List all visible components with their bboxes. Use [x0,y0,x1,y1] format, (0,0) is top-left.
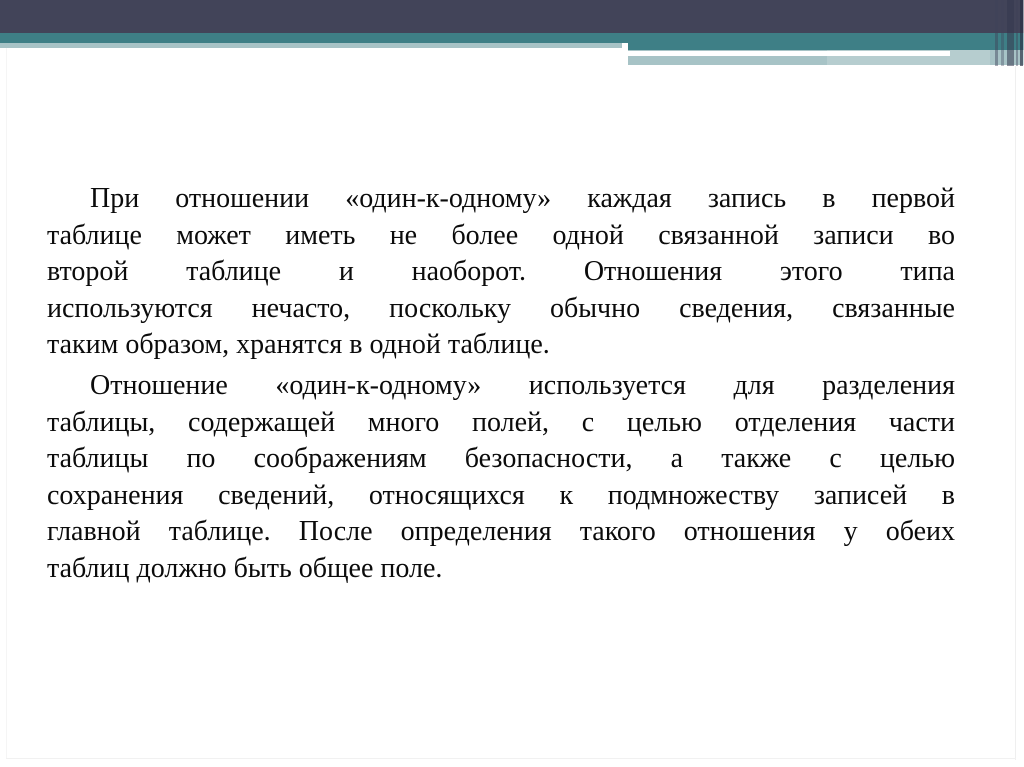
text-line: таблице может иметь не более одной связанной записи во [47,219,955,251]
text-line: второй таблице и наоборот. Отношения этого типа [47,256,955,288]
text-line: сохранения сведений, относящихся к подмножеству записей в [47,479,955,511]
slide-frame-left [6,48,7,758]
text-line: главной таблице. После определения такого отношения у обеих [47,516,955,548]
text-line: таблиц должно быть общее поле. [47,552,443,584]
body-text [47,181,955,588]
white-accent-stripe [628,51,950,56]
pinstripe [1001,0,1004,66]
slide-frame-right [1015,66,1016,760]
text-line: При отношении «один-к-одному» каждая запись в первой [90,183,955,214]
text-line: таблицы по соображениям безопасности, а также с целью [47,443,955,475]
text-line: Отношение «один-к-одному» используется для разделения [90,369,955,401]
pinstripes-decoration [994,0,1024,66]
paragraph-2 [47,368,955,588]
header-dark-bar [0,0,1024,33]
light-teal-bar-left [0,43,622,48]
pinstripe [1016,0,1018,66]
text-line: таблицы, содержащей много полей, с целью отделения части [47,406,955,438]
paragraph-1 [47,181,955,364]
slide-frame-bottom [6,758,1016,759]
pinstripe [995,0,998,66]
text-line: используются нечасто, поскольку обычно сведения, связанные [47,292,955,324]
text-line: таким образом, хранятся в одной таблице. [47,329,550,361]
teal-accent-block-right [628,33,1024,50]
pinstripe [1007,0,1014,66]
